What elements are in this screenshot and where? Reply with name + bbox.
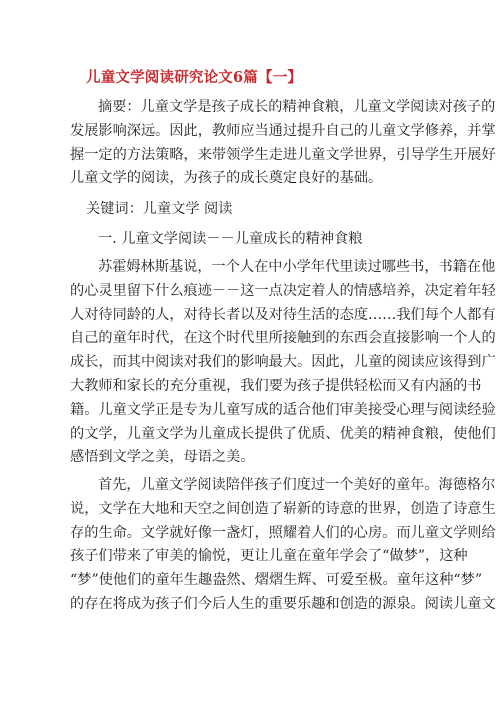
paragraph-line: 苏霍姆林斯基说，一个人在中小学年代里读过哪些书，书籍在他 xyxy=(98,259,496,275)
paragraph-line: 存的生命。文学就好像一盏灯，照耀着人们的心房。而儿童文学则给 xyxy=(70,524,496,541)
paragraph-line: 大教师和家长的充分重视，我们要为孩子提供轻松而又有内涵的书 xyxy=(70,377,482,394)
abstract-line: 握一定的方法策略，来带领学生走进儿童文学世界，引导学生开展好 xyxy=(70,146,496,163)
abstract-line: 儿童文学的阅读，为孩子的成长奠定良好的基础。 xyxy=(70,170,383,187)
paragraph-line: 的文学，儿童文学为儿童成长提供了优质、优美的精神食粮，使他们 xyxy=(70,425,496,442)
paragraph-line: 人对待同龄的人，对待长者以及对待生活的态度……我们每个人都有 xyxy=(70,306,496,323)
abstract-line: 发展影响深远。因此，教师应当通过提升自己的儿童文学修养，并掌 xyxy=(70,122,496,139)
paragraph-line: 孩子们带来了审美的愉悦，更让儿童在童年学会了“做梦”，这种 xyxy=(70,548,468,565)
paragraph-line: 成长，而其中阅读对我们的影响最大。因此，儿童的阅读应该得到广 xyxy=(70,354,496,371)
paragraph-line: 感悟到文学之美，母语之美。 xyxy=(70,449,255,466)
paragraph-line: 自己的童年时代，在这个时代里所接触到的东西会直接影响一个人的 xyxy=(70,330,496,347)
abstract-paragraph xyxy=(70,96,496,191)
section-heading xyxy=(70,228,436,252)
paragraph-line: 的心灵里留下什么痕迹－－这一点决定着人的情感培养，决定着年轻 xyxy=(70,282,496,299)
abstract-line: 摘要：儿童文学是孩子成长的精神食粮，儿童文学阅读对孩子的 xyxy=(98,99,496,115)
paragraph-line: 首先，儿童文学阅读陪伴孩子们度过一个美好的童年。海德格尔 xyxy=(98,477,496,493)
keywords-text: 关键词：儿童文学 阅读 xyxy=(86,201,233,217)
keywords-line xyxy=(70,198,436,222)
paragraph-line: 说，文学在大地和天空之间创造了崭新的诗意的世界，创造了诗意生 xyxy=(70,500,496,517)
paragraph-line: 籍。儿童文学正是专为儿童写成的适合他们审美接受心理与阅读经验 xyxy=(70,401,496,418)
section-heading-text: 一. 儿童文学阅读－－儿童成长的精神食粮 xyxy=(98,231,363,247)
body-paragraph-2 xyxy=(70,474,496,617)
paragraph-line: “梦”使他们的童年生趣盎然、熠熠生辉、可爱至极。童年这种“梦” xyxy=(70,572,483,589)
body-paragraph-1 xyxy=(70,256,496,470)
document-title: 儿童文学阅读研究论文6篇【一】 xyxy=(86,69,303,86)
paragraph-line: 的存在将成为孩子们今后人生的重要乐趣和创造的源泉。阅读儿童文 xyxy=(70,595,496,612)
